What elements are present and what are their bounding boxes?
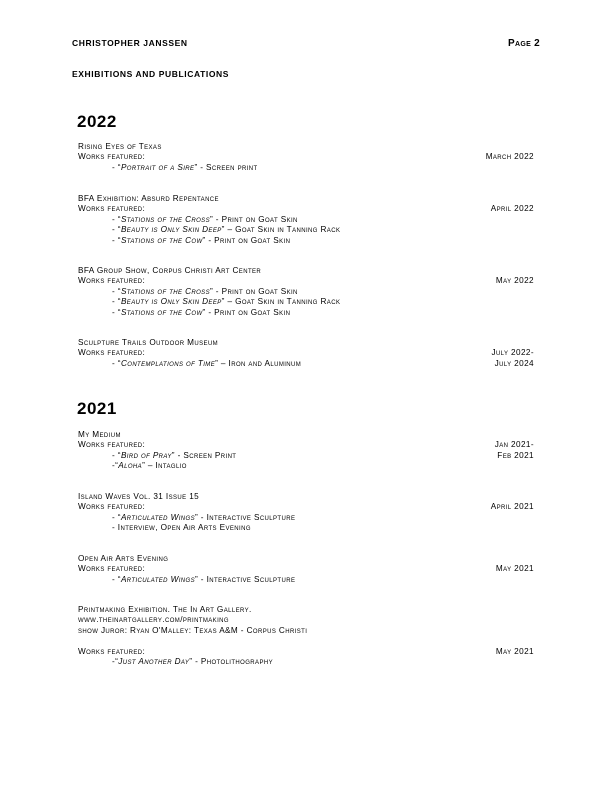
works-featured-label	[78, 276, 534, 286]
work-prefix: - “	[112, 286, 121, 296]
work-title: Bird of Pray	[120, 450, 172, 460]
date-line: May 2022	[495, 276, 534, 286]
work-title: Stations of the Cow	[120, 307, 203, 317]
works-featured-text: Works featured:	[78, 204, 146, 214]
date-line: Jan 2021-	[494, 440, 534, 450]
exhibition-date	[491, 502, 534, 512]
exhibition-entry	[78, 605, 534, 667]
works-featured-label	[78, 502, 534, 512]
work-medium: ” – Goat Skin in Tanning Rack	[221, 297, 341, 307]
exhibition-entry	[78, 492, 534, 534]
exhibition-entry	[78, 430, 534, 472]
work-item	[78, 657, 534, 667]
work-prefix: - “	[112, 297, 121, 307]
works-featured-label	[78, 647, 534, 657]
work-prefix: - “	[112, 574, 121, 584]
work-medium: ” - Interactive Sculpture	[195, 512, 296, 522]
work-prefix: - Interview, Open Air Arts Evening	[112, 523, 251, 533]
date-line: July 2022-	[491, 348, 534, 358]
work-item	[78, 287, 534, 297]
exhibition-title: Sculpture Trails Outdoor Museum	[78, 338, 219, 347]
works-featured-text: Works featured:	[78, 152, 146, 162]
exhibition-title: Rising Eyes of Texas	[78, 142, 162, 151]
exhibition-entry	[78, 338, 534, 369]
date-line: July 2024	[494, 358, 534, 368]
work-medium: ” - Interactive Sculpture	[195, 574, 296, 584]
date-line: April 2022	[490, 204, 534, 214]
exhibition-entry	[78, 194, 534, 246]
work-medium: ” - Print on Goat Skin	[209, 286, 298, 296]
work-prefix: - “	[112, 225, 121, 235]
work-prefix: - “	[112, 162, 121, 172]
works-featured-label	[78, 564, 534, 574]
work-prefix: -“	[112, 461, 119, 471]
works-featured-text: Works featured:	[78, 276, 146, 286]
exhibition-title: Printmaking Exhibition. The In Art Gallery.	[78, 605, 252, 614]
work-item	[78, 225, 534, 235]
date-line: May 2021	[495, 646, 534, 656]
work-item	[78, 215, 534, 225]
exhibition-entry	[78, 554, 534, 585]
work-medium: ” - Screen print	[194, 162, 258, 172]
work-medium: ” – Goat Skin in Tanning Rack	[221, 225, 341, 235]
work-medium: ” - Photolithography	[189, 656, 273, 666]
work-item	[78, 359, 534, 369]
works-featured-text: Works featured:	[78, 646, 146, 656]
year-heading: 2022	[77, 112, 117, 131]
work-item	[78, 297, 534, 307]
work-medium: ” - Print on Goat Skin	[209, 214, 298, 224]
work-item	[78, 451, 534, 461]
work-title: Stations of the Cross	[120, 214, 210, 224]
work-medium: ” - Print on Goat Skin	[202, 307, 291, 317]
work-prefix: - “	[112, 214, 121, 224]
works-featured-text: Works featured:	[78, 502, 146, 512]
work-title: Articulated Wings	[120, 512, 195, 522]
work-medium: ” - Screen Print	[171, 450, 237, 460]
work-title: Articulated Wings	[120, 574, 195, 584]
work-title: Beauty is Only Skin Deep	[120, 225, 222, 235]
exhibition-entry	[78, 142, 534, 173]
work-item	[78, 513, 534, 523]
exhibition-date	[491, 204, 534, 214]
work-prefix: - “	[112, 235, 121, 245]
author-name: CHRISTOPHER JANSSEN	[72, 38, 188, 48]
date-line: Feb 2021	[497, 450, 534, 460]
exhibition-date	[496, 564, 534, 574]
exhibition-detail: www.theinartgallery.com/printmaking	[78, 615, 229, 625]
work-prefix: - “	[112, 358, 121, 368]
date-line: March 2022	[485, 152, 534, 162]
work-item	[78, 575, 534, 585]
work-title: Beauty is Only Skin Deep	[120, 297, 222, 307]
exhibition-date	[496, 276, 534, 286]
work-title: Portrait of a Sire	[120, 162, 195, 172]
work-prefix: -“	[112, 656, 119, 666]
work-item	[78, 523, 534, 533]
works-featured-text: Works featured:	[78, 564, 146, 574]
work-prefix: - “	[112, 450, 121, 460]
date-line: May 2021	[495, 564, 534, 574]
exhibition-title: BFA Exhibition: Absurd Repentance	[78, 194, 219, 203]
work-title: Aloha	[118, 461, 143, 471]
exhibition-detail: show Juror: Ryan O'Malley: Texas A&M - Corpus Christi	[78, 625, 308, 635]
works-featured-text: Works featured:	[78, 348, 146, 358]
year-heading: 2021	[77, 399, 117, 418]
exhibition-title: Island Waves Vol. 31 Issue 15	[78, 492, 200, 501]
exhibition-date	[496, 647, 534, 657]
work-item	[78, 236, 534, 246]
work-title: Stations of the Cross	[120, 286, 210, 296]
date-line: April 2021	[490, 502, 534, 512]
work-title: Stations of the Cow	[120, 235, 203, 245]
exhibition-entry	[78, 266, 534, 318]
exhibition-date	[486, 152, 534, 162]
exhibition-title: BFA Group Show, Corpus Christi Art Center	[78, 266, 262, 275]
work-title: Contemplations of Time	[120, 358, 216, 368]
work-title: Just Another Day	[118, 656, 190, 666]
exhibition-title: Open Air Arts Evening	[78, 554, 169, 563]
works-featured-label	[78, 152, 534, 162]
section-heading: EXHIBITIONS AND PUBLICATIONS	[72, 69, 230, 79]
exhibition-title: My Medium	[78, 430, 121, 439]
works-featured-label	[78, 204, 534, 214]
work-medium: ” - Print on Goat Skin	[202, 235, 291, 245]
page-number: Page 2	[508, 38, 540, 49]
work-medium: ” – Iron and Aluminum	[215, 358, 302, 368]
work-prefix: - “	[112, 512, 121, 522]
work-prefix: - “	[112, 307, 121, 317]
work-item	[78, 163, 534, 173]
work-item	[78, 308, 534, 318]
works-featured-text: Works featured:	[78, 440, 146, 450]
work-item	[78, 461, 534, 471]
work-medium: ” – Intaglio	[142, 461, 187, 471]
